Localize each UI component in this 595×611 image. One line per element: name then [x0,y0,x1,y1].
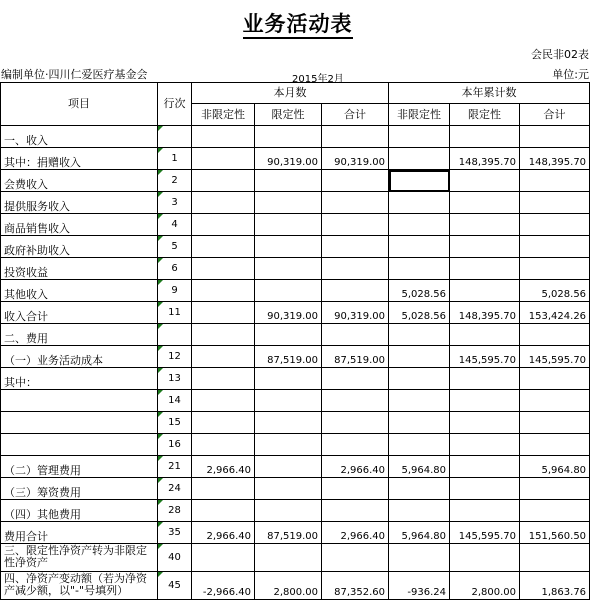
cell-year-restricted[interactable] [450,368,520,390]
table-row [1,148,590,170]
row-line-number[interactable]: 11 [158,302,192,324]
selected-cell-year-unrestricted[interactable] [389,170,450,192]
cell-year-total[interactable] [520,434,590,456]
cell-year-unrestricted[interactable] [389,148,450,170]
cell-year-unrestricted[interactable] [389,500,450,522]
cell-month-total[interactable]: 2,966.40 [322,522,389,544]
cell-year-unrestricted[interactable] [389,258,450,280]
form-code: 会民非02表 [531,48,589,61]
cell-month-total[interactable] [322,412,389,434]
table-row [1,280,590,302]
cell-year-restricted[interactable] [450,478,520,500]
header-month-unrestricted: 非限定性 [192,104,255,126]
cell-year-total[interactable]: 5,964.80 [520,456,590,478]
row-item-label[interactable]: 政府补助收入 [1,236,158,258]
cell-year-unrestricted[interactable] [389,368,450,390]
cell-year-restricted[interactable] [450,126,520,148]
table-row [1,478,590,500]
table-row [1,500,590,522]
cell-year-unrestricted[interactable]: 5,028.56 [389,302,450,324]
table-row [1,522,590,544]
cell-year-restricted[interactable] [450,500,520,522]
header-year-to-date: 本年累计数 [389,83,590,104]
row-line-number[interactable]: 4 [158,214,192,236]
row-line-number[interactable]: 1 [158,148,192,170]
cell-year-total[interactable]: 153,424.26 [520,302,590,324]
row-item-label[interactable]: 投资收益 [1,258,158,280]
row-line-number[interactable]: 28 [158,500,192,522]
cell-year-total[interactable] [520,390,590,412]
row-item-label[interactable] [1,412,158,434]
cell-year-restricted[interactable] [450,192,520,214]
table-row [1,302,590,324]
cell-month-restricted[interactable] [255,126,322,148]
header-year-restricted: 限定性 [450,104,520,126]
cell-year-total[interactable]: 5,028.56 [520,280,590,302]
table-row [1,390,590,412]
cell-month-restricted[interactable] [255,258,322,280]
cell-month-restricted[interactable] [255,280,322,302]
cell-year-total[interactable] [520,500,590,522]
cell-month-restricted[interactable] [255,434,322,456]
row-item-label[interactable]: （一）业务活动成本 [1,346,158,368]
cell-month-unrestricted[interactable] [192,302,255,324]
cell-month-unrestricted[interactable] [192,214,255,236]
cell-month-total[interactable] [322,236,389,258]
cell-month-restricted[interactable]: 90,319.00 [255,148,322,170]
row-item-label[interactable] [1,434,158,456]
row-item-label[interactable]: 三、限定性净资产转为非限定性净资产 [1,544,158,572]
row-item-label[interactable]: （二）管理费用 [1,456,158,478]
table-row [1,456,590,478]
cell-year-unrestricted[interactable] [389,126,450,148]
table-row [1,368,590,390]
organization-label: 编制单位·四川仁爱医疗基金会 [1,68,148,81]
cell-month-total[interactable] [322,368,389,390]
cell-year-unrestricted[interactable] [389,544,450,572]
cell-month-unrestricted[interactable] [192,346,255,368]
row-line-number[interactable]: 40 [158,544,192,572]
row-line-number[interactable]: 6 [158,258,192,280]
row-item-label[interactable]: 商品销售收入 [1,214,158,236]
row-line-number[interactable]: 45 [158,572,192,600]
cell-year-total[interactable]: 145,595.70 [520,346,590,368]
cell-year-total[interactable] [520,478,590,500]
cell-year-unrestricted[interactable] [389,390,450,412]
table-row [1,126,590,148]
cell-month-total[interactable] [322,544,389,572]
cell-month-unrestricted[interactable]: 2,966.40 [192,456,255,478]
cell-year-restricted[interactable]: 2,800.00 [450,572,520,600]
row-item-label[interactable] [1,390,158,412]
row-line-number[interactable]: 12 [158,346,192,368]
cell-year-restricted[interactable] [450,412,520,434]
cell-year-restricted[interactable] [450,456,520,478]
cell-year-unrestricted[interactable] [389,192,450,214]
cell-month-restricted[interactable] [255,324,322,346]
header-line-number: 行次 [158,83,192,126]
cell-month-restricted[interactable] [255,456,322,478]
row-item-label[interactable]: 会费收入 [1,170,158,192]
cell-month-unrestricted[interactable] [192,478,255,500]
table-row [1,544,590,572]
cell-month-unrestricted[interactable] [192,258,255,280]
cell-month-unrestricted[interactable] [192,544,255,572]
cell-month-total[interactable] [322,500,389,522]
cell-year-unrestricted[interactable] [389,478,450,500]
table-row [1,192,590,214]
cell-month-unrestricted[interactable] [192,412,255,434]
header-month-total: 合计 [322,104,389,126]
cell-year-restricted[interactable] [450,236,520,258]
cell-year-restricted[interactable]: 148,395.70 [450,302,520,324]
cell-year-total[interactable] [520,170,590,192]
cell-year-total[interactable]: 1,863.76 [520,572,590,600]
cell-year-unrestricted[interactable]: 5,028.56 [389,280,450,302]
cell-month-total[interactable]: 90,319.00 [322,302,389,324]
cell-month-unrestricted[interactable]: 2,966.40 [192,522,255,544]
cell-year-unrestricted[interactable] [389,236,450,258]
cell-month-restricted[interactable] [255,214,322,236]
cell-year-total[interactable] [520,544,590,572]
table-row [1,258,590,280]
row-line-number[interactable]: 5 [158,236,192,258]
cell-month-restricted[interactable] [255,412,322,434]
table-row [1,324,590,346]
cell-month-total[interactable]: 90,319.00 [322,148,389,170]
table-row [1,346,590,368]
cell-month-total[interactable] [322,280,389,302]
row-line-number[interactable]: 3 [158,192,192,214]
row-item-label[interactable]: 其中： [1,368,158,390]
cell-month-unrestricted[interactable] [192,148,255,170]
cell-month-restricted[interactable]: 87,519.00 [255,346,322,368]
cell-month-unrestricted[interactable] [192,280,255,302]
cell-year-restricted[interactable]: 145,595.70 [450,522,520,544]
cell-month-total[interactable] [322,214,389,236]
table-row [1,434,590,456]
cell-month-unrestricted[interactable] [192,500,255,522]
table-row [1,572,590,600]
cell-month-unrestricted[interactable] [192,368,255,390]
row-item-label[interactable]: 其中：捐赠收入 [1,148,158,170]
cell-month-total[interactable]: 87,519.00 [322,346,389,368]
cell-month-total[interactable] [322,390,389,412]
cell-month-restricted[interactable] [255,478,322,500]
cell-year-total[interactable] [520,236,590,258]
cell-year-restricted[interactable]: 145,595.70 [450,346,520,368]
cell-month-total[interactable]: 87,352.60 [322,572,389,600]
activity-statement-table [0,82,590,600]
cell-month-restricted[interactable]: 90,319.00 [255,302,322,324]
cell-year-restricted[interactable] [450,214,520,236]
row-line-number[interactable]: 2 [158,170,192,192]
cell-year-restricted[interactable] [450,324,520,346]
row-line-number[interactable] [158,126,192,148]
cell-month-total[interactable] [322,126,389,148]
cell-month-restricted[interactable] [255,368,322,390]
cell-month-restricted[interactable] [255,500,322,522]
cell-month-restricted[interactable] [255,192,322,214]
cell-month-restricted[interactable] [255,236,322,258]
cell-year-restricted[interactable] [450,434,520,456]
header-current-month: 本月数 [192,83,389,104]
cell-year-restricted[interactable] [450,544,520,572]
cell-year-restricted[interactable] [450,390,520,412]
cell-month-restricted[interactable]: 2,800.00 [255,572,322,600]
row-item-label[interactable]: 四、净资产变动额（若为净资产减少额，以"-"号填列） [1,572,158,600]
row-line-number[interactable]: 15 [158,412,192,434]
cell-year-unrestricted[interactable] [389,214,450,236]
cell-year-unrestricted[interactable]: 5,964.80 [389,456,450,478]
cell-year-total[interactable]: 148,395.70 [520,148,590,170]
row-line-number[interactable]: 16 [158,434,192,456]
cell-year-unrestricted[interactable] [389,346,450,368]
cell-month-unrestricted[interactable] [192,434,255,456]
cell-year-unrestricted[interactable]: 5,964.80 [389,522,450,544]
cell-year-total[interactable]: 151,560.50 [520,522,590,544]
cell-month-unrestricted[interactable] [192,170,255,192]
cell-month-restricted[interactable]: 87,519.00 [255,522,322,544]
cell-year-restricted[interactable] [450,170,520,192]
cell-month-unrestricted[interactable] [192,390,255,412]
cell-month-total[interactable]: 2,966.40 [322,456,389,478]
cell-year-total[interactable] [520,412,590,434]
cell-month-total[interactable] [322,170,389,192]
table-row [1,170,590,192]
cell-year-unrestricted[interactable] [389,324,450,346]
row-item-label[interactable]: 一、收入 [1,126,158,148]
cell-year-total[interactable] [520,126,590,148]
header-year-total: 合计 [520,104,590,126]
cell-month-total[interactable] [322,324,389,346]
cell-year-unrestricted[interactable]: -936.24 [389,572,450,600]
cell-year-total[interactable] [520,324,590,346]
header-year-unrestricted: 非限定性 [389,104,450,126]
row-line-number[interactable]: 9 [158,280,192,302]
cell-month-restricted[interactable] [255,170,322,192]
row-line-number[interactable]: 14 [158,390,192,412]
cell-month-unrestricted[interactable] [192,236,255,258]
cell-month-unrestricted[interactable] [192,324,255,346]
cell-month-unrestricted[interactable] [192,192,255,214]
row-line-number[interactable]: 35 [158,522,192,544]
cell-year-total[interactable] [520,368,590,390]
row-line-number[interactable] [158,324,192,346]
cell-year-total[interactable] [520,192,590,214]
cell-year-restricted[interactable]: 148,395.70 [450,148,520,170]
row-item-label[interactable]: 提供服务收入 [1,192,158,214]
report-title: 业务活动表 [0,8,595,38]
header-month-restricted: 限定性 [255,104,322,126]
cell-month-restricted[interactable] [255,544,322,572]
row-line-number[interactable]: 21 [158,456,192,478]
cell-month-unrestricted[interactable] [192,126,255,148]
table-row [1,236,590,258]
row-item-label[interactable]: 二、费用 [1,324,158,346]
currency-unit-label: 单位:元 [552,68,589,81]
cell-year-total[interactable] [520,214,590,236]
row-item-label[interactable]: 其他收入 [1,280,158,302]
cell-month-total[interactable] [322,478,389,500]
row-item-label[interactable]: （三）筹资费用 [1,478,158,500]
row-item-label[interactable]: 费用合计 [1,522,158,544]
cell-month-unrestricted[interactable]: -2,966.40 [192,572,255,600]
cell-year-unrestricted[interactable] [389,412,450,434]
cell-year-unrestricted[interactable] [389,434,450,456]
cell-year-restricted[interactable] [450,280,520,302]
report-period: 2015年2月 [292,74,344,85]
table-row [1,412,590,434]
row-item-label[interactable]: 收入合计 [1,302,158,324]
row-line-number[interactable]: 13 [158,368,192,390]
cell-month-total[interactable] [322,434,389,456]
table-row [1,214,590,236]
cell-month-total[interactable] [322,192,389,214]
row-item-label[interactable]: （四）其他费用 [1,500,158,522]
cell-year-total[interactable] [520,258,590,280]
cell-month-restricted[interactable] [255,390,322,412]
row-line-number[interactable]: 24 [158,478,192,500]
cell-year-restricted[interactable] [450,258,520,280]
header-item: 项目 [1,83,158,126]
cell-month-total[interactable] [322,258,389,280]
